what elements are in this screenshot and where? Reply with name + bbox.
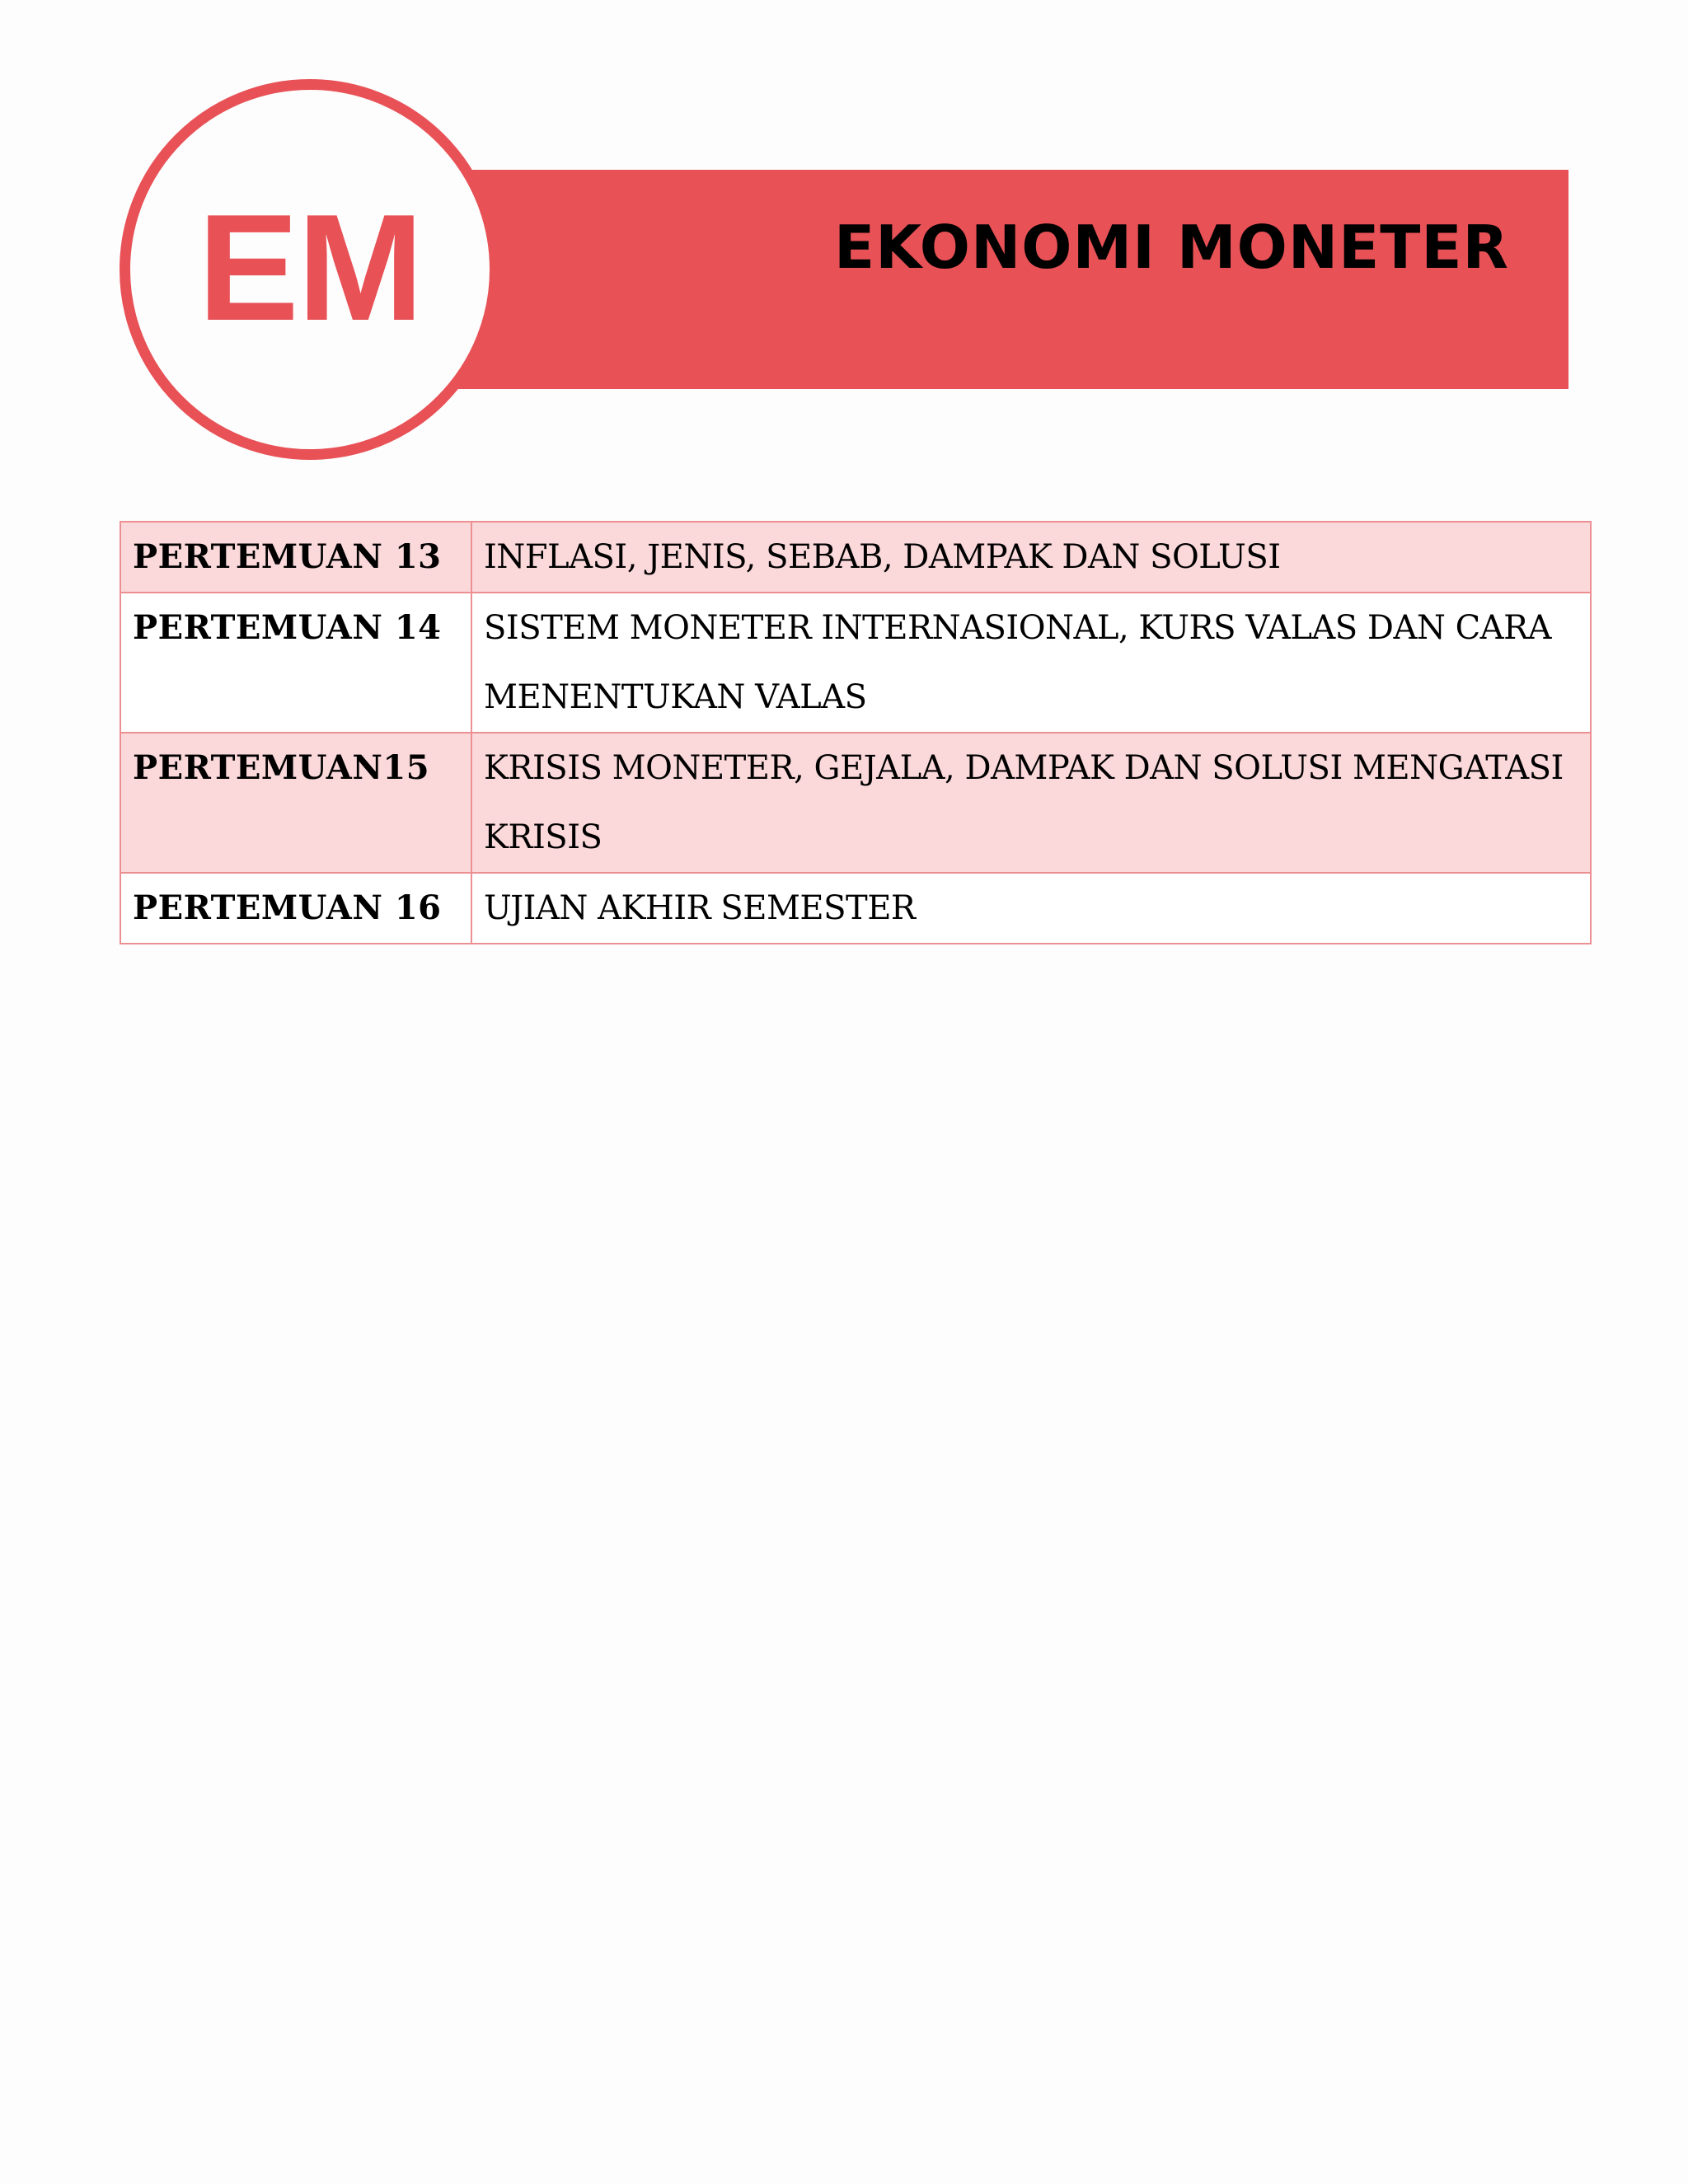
session-cell: PERTEMUAN 16 [120,873,471,944]
topic-cell: SISTEM MONETER INTERNASIONAL, KURS VALAS DAN CARA MENENTUKAN VALAS [471,593,1591,733]
table-row [120,733,1591,873]
session-cell: PERTEMUAN 13 [120,522,471,593]
schedule-table [120,521,1592,944]
session-cell: PERTEMUAN15 [120,733,471,873]
logo-text: EM [198,182,422,352]
topic-cell: UJIAN AKHIR SEMESTER [471,873,1591,944]
table-row [120,593,1591,733]
logo [120,79,500,460]
topic-cell: INFLASI, JENIS, SEBAB, DAMPAK DAN SOLUSI [471,522,1591,593]
title-banner [445,170,1568,389]
topic-cell: KRISIS MONETER, GEJALA, DAMPAK DAN SOLUSI MENGATASI KRISIS [471,733,1591,873]
page-title: EKONOMI MONETER [834,213,1509,282]
table-row [120,873,1591,944]
table-row [120,522,1591,593]
session-cell: PERTEMUAN 14 [120,593,471,733]
